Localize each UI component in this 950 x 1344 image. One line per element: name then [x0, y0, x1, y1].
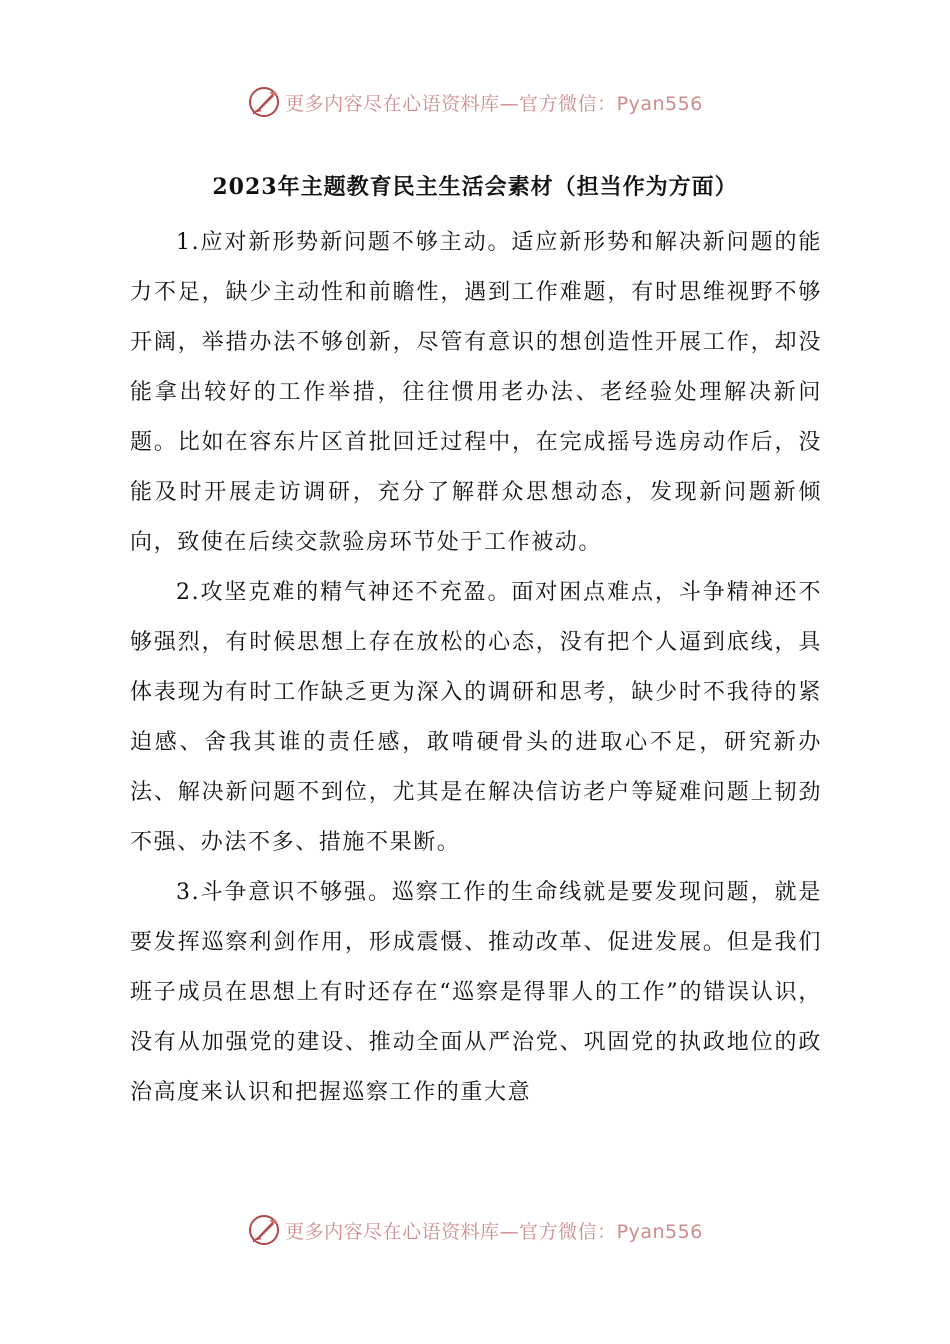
- paragraph-1: 1.应对新形势新问题不够主动。适应新形势和解决新问题的能力不足，缺少主动性和前瞻性，遇到工作难题，有时思维视野不够开阔，举措办法不够创新，尽管有意识的想创造性开展工作，却没能拿出较好的工作举措，往往惯用老办法、老经验处理解决新问题。比如在容东片区首批回迁过程中，在完成摇号选房动作后，没能及时开展走访调研，充分了解群众思想动态，发现新问题新倾向，致使在后续交款验房环节处于工作被动。: [130, 230, 822, 555]
- document-title: 2023年主题教育民主生活会素材（担当作为方面）: [212, 174, 738, 200]
- paragraph-2: 2.攻坚克难的精气神还不充盈。面对困点难点，斗争精神还不够强烈，有时候思想上存在放松的心态，没有把个人逼到底线，具体表现为有时工作缺乏更为深入的调研和思考，缺少时不我待的紧迫感、舍我其谁的责任感，敢啃硬骨头的进取心不足，研究新办法、解决新问题不到位，尤其是在解决信访老户等疑难问题上韧劲不强、办法不多、措施不果断。: [130, 580, 822, 855]
- watermark-text: 更多内容尽在心语资料库—官方微信：Pyan556: [285, 92, 703, 115]
- watermark-header: [0, 80, 950, 124]
- watermark-text: 更多内容尽在心语资料库—官方微信：Pyan556: [285, 1220, 703, 1243]
- document-body: [130, 218, 822, 1118]
- paragraph-3: 3.斗争意识不够强。巡察工作的生命线就是要发现问题，就是要发挥巡察利剑作用，形成震慑、推动改革、促进发展。但是我们班子成员在思想上有时还存在“巡察是得罪人的工作”的错误认识，没有从加强党的建设、推动全面从严治党、巩固党的执政地位的政治高度来认识和把握巡察工作的重大意: [130, 880, 822, 1105]
- watermark-footer: [0, 1208, 950, 1252]
- quill-pen-logo-icon: [247, 1213, 281, 1247]
- quill-pen-logo-icon: [247, 85, 281, 119]
